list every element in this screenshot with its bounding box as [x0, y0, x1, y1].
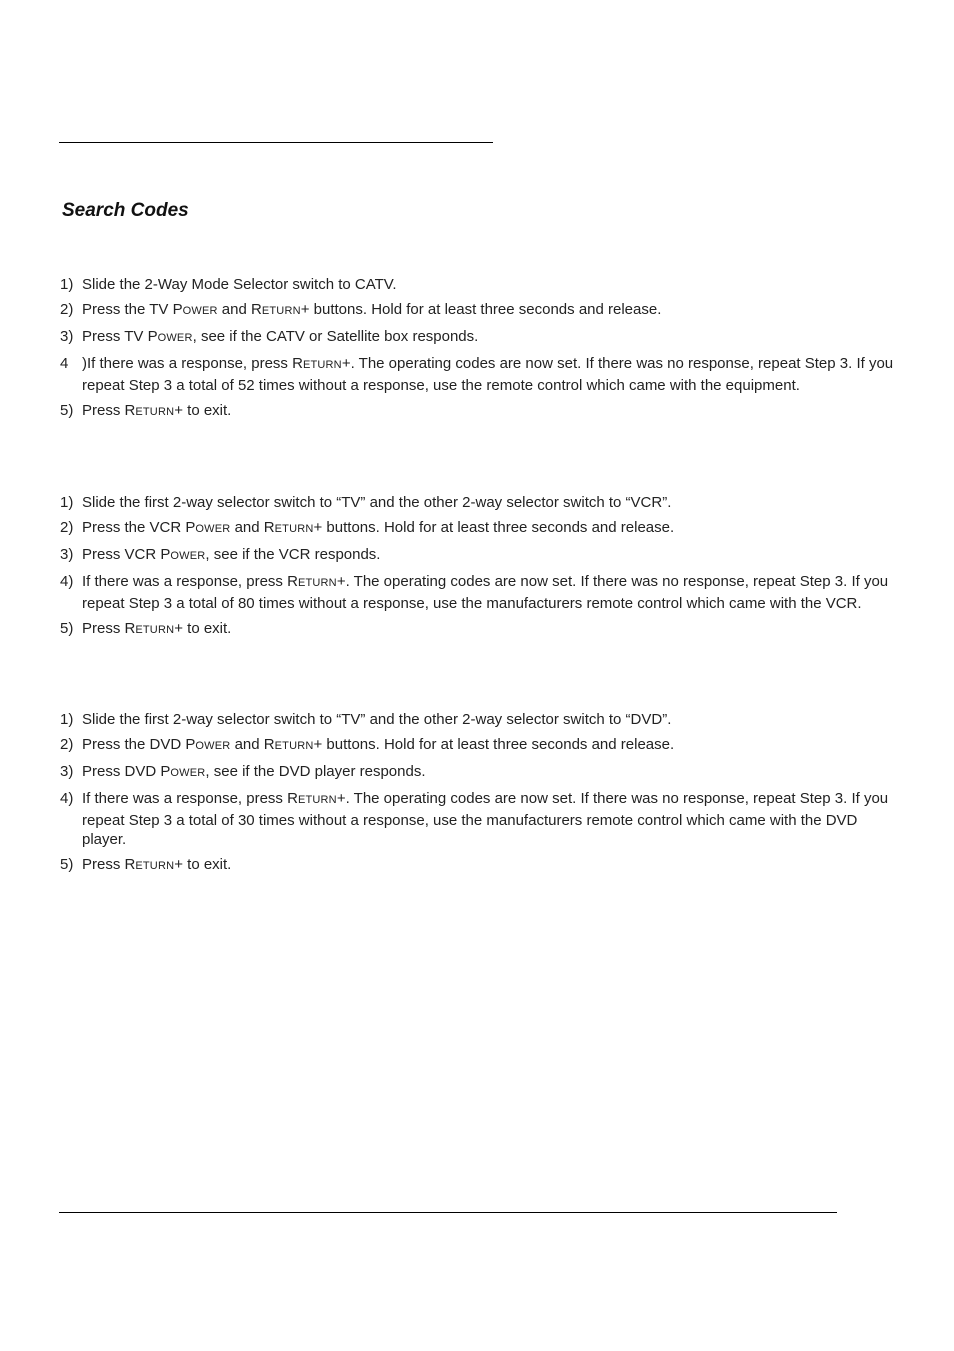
step-number: 1)	[60, 494, 74, 511]
step-text: If there was a response, press RETURN+. The operating codes are now set. If there was no response, repeat Step 3. If you repeat Step 3 a total of 30 times without a response, use the manufacturers remote control which came with the DVD player.	[82, 790, 889, 848]
step-number: 2)	[60, 301, 74, 318]
step-number: 1)	[60, 276, 74, 293]
step-item	[60, 735, 900, 757]
step-number: 4	[60, 355, 69, 372]
step-number: 5)	[60, 856, 74, 873]
step-text: )If there was a response, press RETURN+. The operating codes are now set. If there was no response, repeat Step 3. If you repeat Step 3 a total of 52 times without a response, use the remote control which came with the equipment.	[82, 355, 894, 394]
step-text: Press the DVD POWER and RETURN+ buttons. Hold for at least three seconds and release.	[82, 736, 675, 753]
vcr-steps-list	[60, 493, 900, 646]
step-item	[60, 710, 900, 730]
step-item	[60, 545, 900, 567]
step-item	[60, 762, 900, 784]
step-text: Press RETURN+ to exit.	[82, 619, 232, 637]
dvd-steps-list	[60, 710, 900, 882]
step-text: Slide the first 2-way selector switch to “TV” and the other 2-way selector switch to “VCR”.	[82, 494, 672, 511]
step-text: Press DVD POWER, see if the DVD player responds.	[82, 763, 426, 780]
step-item	[60, 572, 900, 613]
top-divider	[59, 142, 493, 143]
step-item	[60, 275, 900, 295]
step-text: Press RETURN+ to exit.	[82, 401, 232, 419]
step-text: Slide the 2-Way Mode Selector switch to CATV.	[82, 276, 397, 293]
step-number: 3)	[60, 546, 74, 563]
step-text: Press VCR POWER, see if the VCR responds.	[82, 546, 381, 563]
step-text: Slide the first 2-way selector switch to “TV” and the other 2-way selector switch to “DVD”.	[82, 711, 672, 728]
page-heading: Search Codes	[62, 200, 189, 221]
step-number: 4)	[60, 790, 74, 807]
step-text: Press RETURN+ to exit.	[82, 856, 232, 873]
step-number: 2)	[60, 519, 74, 536]
step-text: If there was a response, press RETURN+. The operating codes are now set. If there was no response, repeat Step 3. If you repeat Step 3 a total of 80 times without a response, use the manufacturers remote control which came with the VCR.	[82, 573, 889, 612]
step-number: 4)	[60, 573, 74, 590]
step-number: 5)	[60, 401, 74, 419]
step-item	[60, 300, 900, 322]
step-item	[60, 354, 900, 395]
step-item	[60, 518, 900, 540]
step-item	[60, 619, 900, 641]
step-number: 2)	[60, 736, 74, 753]
step-number: 3)	[60, 763, 74, 780]
step-item	[60, 401, 900, 423]
catv-steps-list	[60, 275, 900, 428]
step-text: Press the TV POWER and RETURN+ buttons. Hold for at least three seconds and release.	[82, 301, 662, 318]
step-number: 3)	[60, 328, 74, 345]
step-item	[60, 855, 900, 877]
step-text: Press the VCR POWER and RETURN+ buttons. Hold for at least three seconds and release.	[82, 519, 675, 536]
step-item	[60, 327, 900, 349]
bottom-divider	[59, 1212, 837, 1213]
step-number: 5)	[60, 619, 74, 637]
step-item	[60, 493, 900, 513]
step-item	[60, 789, 900, 850]
step-number: 1)	[60, 711, 74, 728]
step-text: Press TV POWER, see if the CATV or Satellite box responds.	[82, 328, 479, 345]
